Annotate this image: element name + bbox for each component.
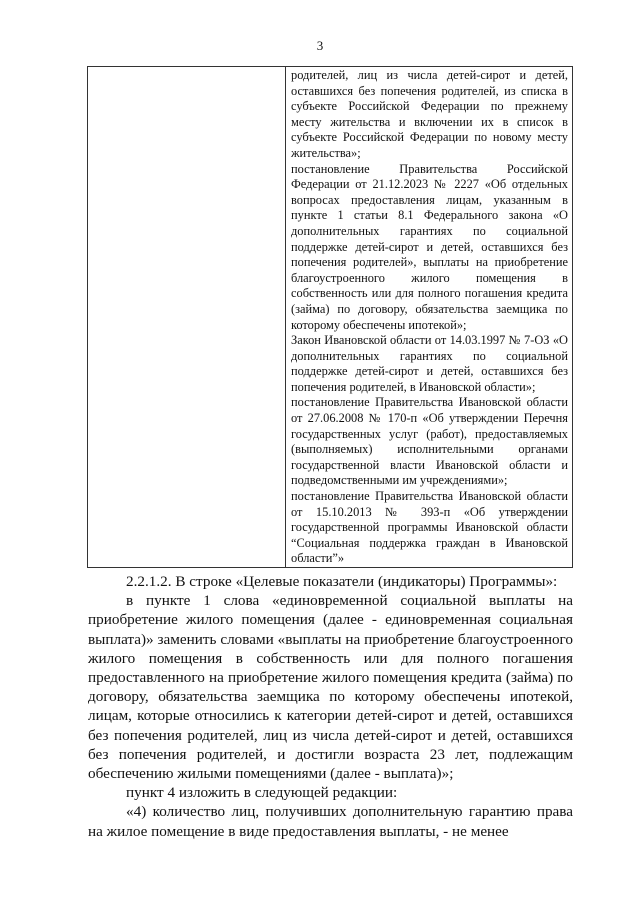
body-paragraph: пункт 4 изложить в следующей редакции: <box>126 784 398 802</box>
page-number: 3 <box>316 38 324 53</box>
table-row <box>88 67 573 568</box>
document-table <box>87 66 573 568</box>
body-paragraph: 2.2.1.2. В строке «Целевые показатели (индикаторы) Программы»: <box>126 573 558 590</box>
table-right-cell <box>286 67 573 568</box>
table-left-cell <box>88 67 286 568</box>
table-paragraph: постановление Правительства Ивановской области от 27.06.2008 № 170-п «Об утверждении Перечня государственных услуг (работ), предоставляемых (выполняемых) исполнительными органами государственной власти Ивановской области и подведомственными им учреждениями»; <box>291 395 568 488</box>
table-paragraph: Закон Ивановской области от 14.03.1997 № 7-ОЗ «О дополнительных гарантиях по социальной поддержке детей-сирот и детей, оставшихся без попечения родителей, в Ивановской области»; <box>291 333 568 394</box>
table-paragraph: постановление Правительства Российской Федерации от 21.12.2023 № 2227 «Об отдельных вопросах предоставления лицам, указанным в пункте 1 статьи 8.1 Федерального закона «О дополнительных гарантиях по социальной поддержке детей-сирот и детей, оставшихся без попечения родителей», выплаты на приобретение благоустроенного жилого помещения в собственность или для полного погашения кредита (займа) по договору, обязательства заемщика по которому обеспечены ипотекой»; <box>291 161 568 332</box>
table-paragraph: постановление Правительства Ивановской области от 15.10.2013 № 393-п «Об утверждении государственной программы Ивановской области “Социальная поддержка граждан в Ивановской области”» <box>291 489 568 566</box>
body-paragraph: в пункте 1 слова «единовременной социальной выплаты на приобретение жилого помещения (далее - единовременная социальная выплата)» заменить словами «выплаты на приобретение благоустроенного жилого помещения в собственность или для полного погашения предоставленного на приобретение жилого помещения кредита (займа) по договору, обязательства заемщика по которому обеспечены ипотекой, лицам, которые относились к категории детей-сирот и детей, оставшихся без попечения родителей, лиц из числа детей-сирот и детей, оставшихся без попечения родителей, и достигли возраста 23 лет, подлежащим обеспечению жилыми помещениями (далее - выплата)»; <box>88 592 573 783</box>
table-cell-text <box>286 67 572 567</box>
table-paragraph: родителей, лиц из числа детей-сирот и детей, оставшихся без попечения родителей, из списка в субъекте Российской Федерации по прежнему месту жительства и включении их в список в субъекте Российской Федерации по новому месту жительства»; <box>291 68 568 160</box>
document-body <box>88 572 573 841</box>
body-paragraph: «4) количество лиц, получивших дополнительную гарантию права на жилое помещение в виде предоставления выплаты, - не менее <box>88 803 573 840</box>
